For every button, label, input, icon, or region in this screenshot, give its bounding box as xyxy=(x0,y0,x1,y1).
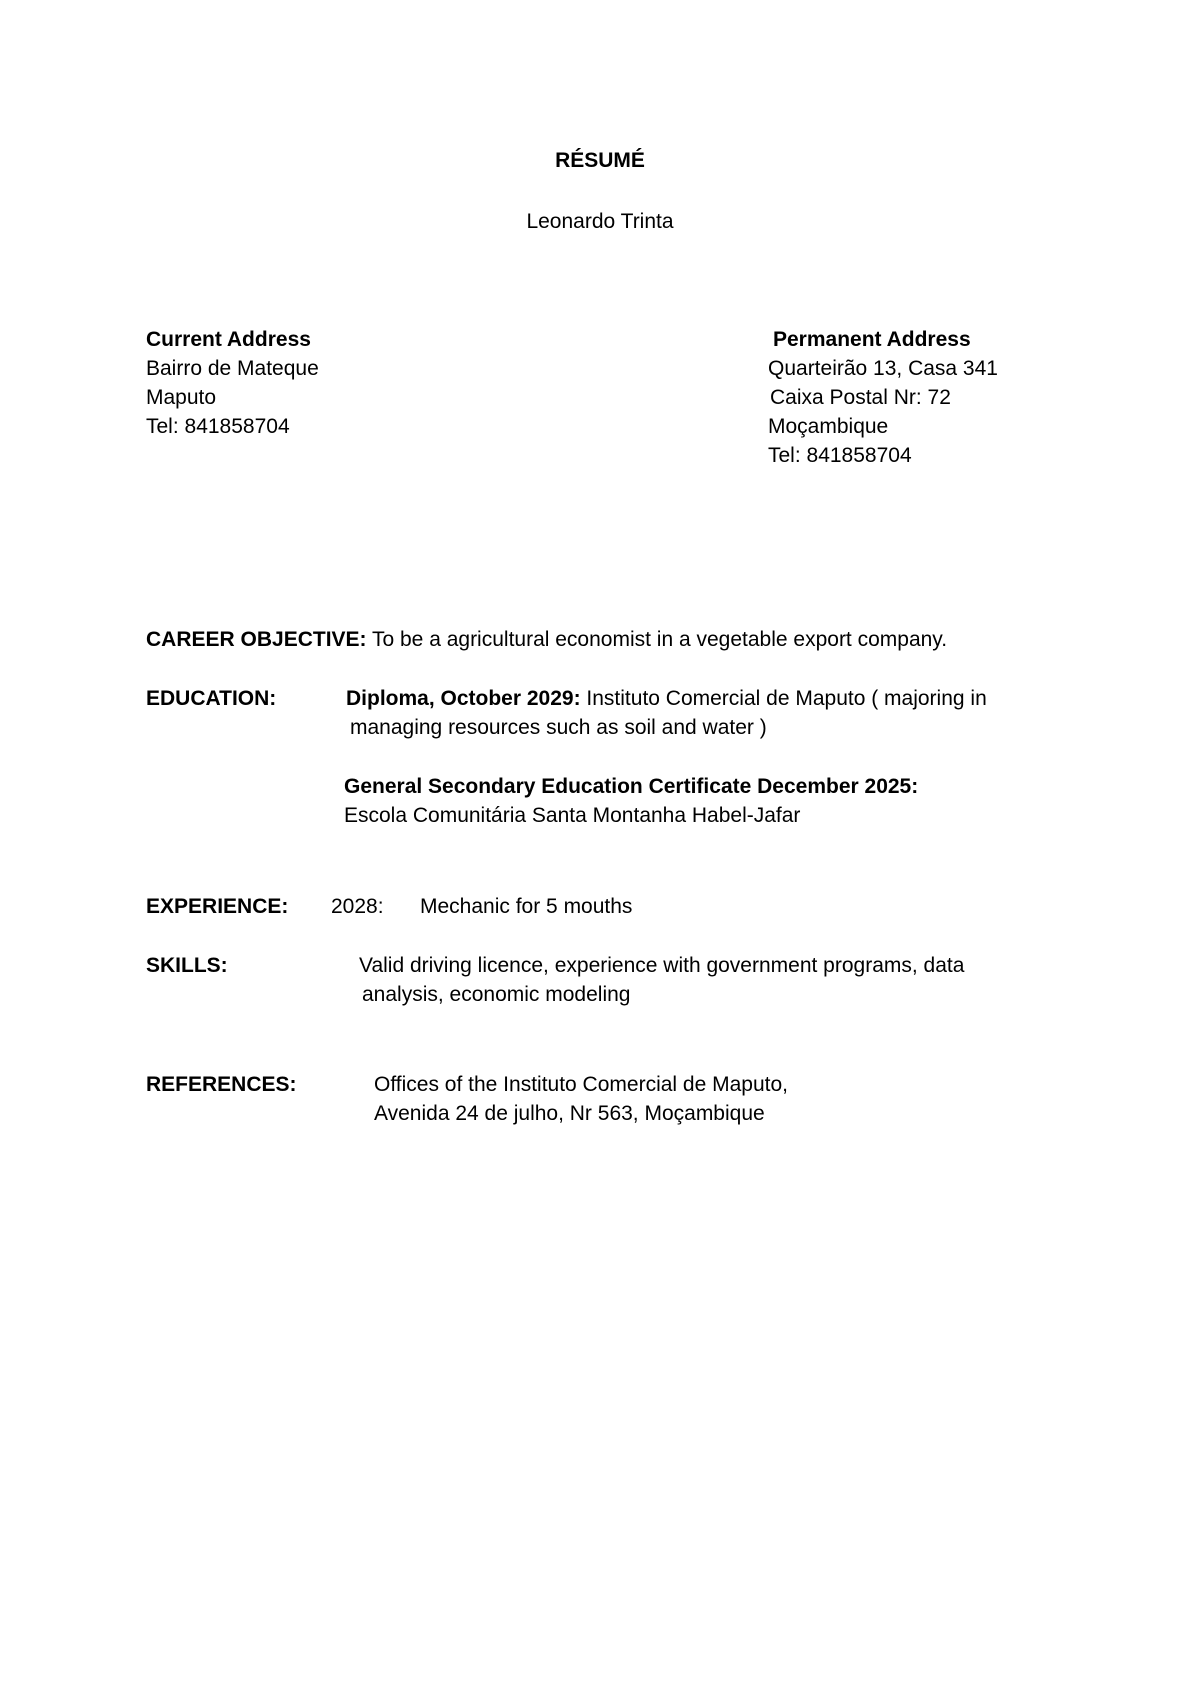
candidate-name: Leonardo Trinta xyxy=(526,210,674,233)
permanent-address-block xyxy=(768,325,998,470)
education-entry-title: General Secondary Education Certificate December 2025: xyxy=(344,775,919,798)
education-entry-title: Diploma, October 2029: xyxy=(346,687,581,710)
experience-text: Mechanic for 5 mouths xyxy=(420,895,633,918)
education-entry-text: Instituto Comercial de Maputo ( majoring in xyxy=(580,687,987,710)
permanent-address-line: Caixa Postal Nr: 72 xyxy=(770,386,951,409)
skills-text xyxy=(359,951,964,1009)
career-objective-text: To be a agricultural economist in a vegetable export company. xyxy=(366,628,948,651)
skills-label: SKILLS: xyxy=(146,954,228,977)
current-address-line: Maputo xyxy=(146,386,217,409)
current-address-phone: Tel: 841858704 xyxy=(146,415,290,438)
education-label: EDUCATION: xyxy=(146,687,277,710)
references-line: Avenida 24 de julho, Nr 563, Moçambique xyxy=(374,1102,765,1125)
permanent-address-line: Quarteirão 13, Casa 341 xyxy=(768,357,998,380)
career-objective-label: CAREER OBJECTIVE: xyxy=(146,628,367,651)
experience-year: 2028: xyxy=(331,895,384,918)
current-address-heading: Current Address xyxy=(146,328,311,351)
permanent-address-phone: Tel: 841858704 xyxy=(768,444,912,467)
references-label: REFERENCES: xyxy=(146,1073,297,1096)
current-address-line: Bairro de Mateque xyxy=(146,357,319,380)
education-entry xyxy=(344,772,918,830)
permanent-address-line: Moçambique xyxy=(768,415,889,438)
current-address-block xyxy=(146,325,319,441)
references-text xyxy=(374,1070,788,1128)
education-entry xyxy=(346,684,987,742)
resume-title: RÉSUMÉ xyxy=(555,149,645,172)
career-objective xyxy=(146,625,947,654)
experience-label: EXPERIENCE: xyxy=(146,895,289,918)
skills-line: Valid driving licence, experience with government programs, data xyxy=(359,954,965,977)
education-entry-text: managing resources such as soil and water ) xyxy=(350,716,767,739)
education-entry-text: Escola Comunitária Santa Montanha Habel-Jafar xyxy=(344,804,801,827)
references-line: Offices of the Instituto Comercial de Maputo, xyxy=(374,1073,788,1096)
permanent-address-heading: Permanent Address xyxy=(773,328,971,351)
skills-line: analysis, economic modeling xyxy=(362,983,631,1006)
